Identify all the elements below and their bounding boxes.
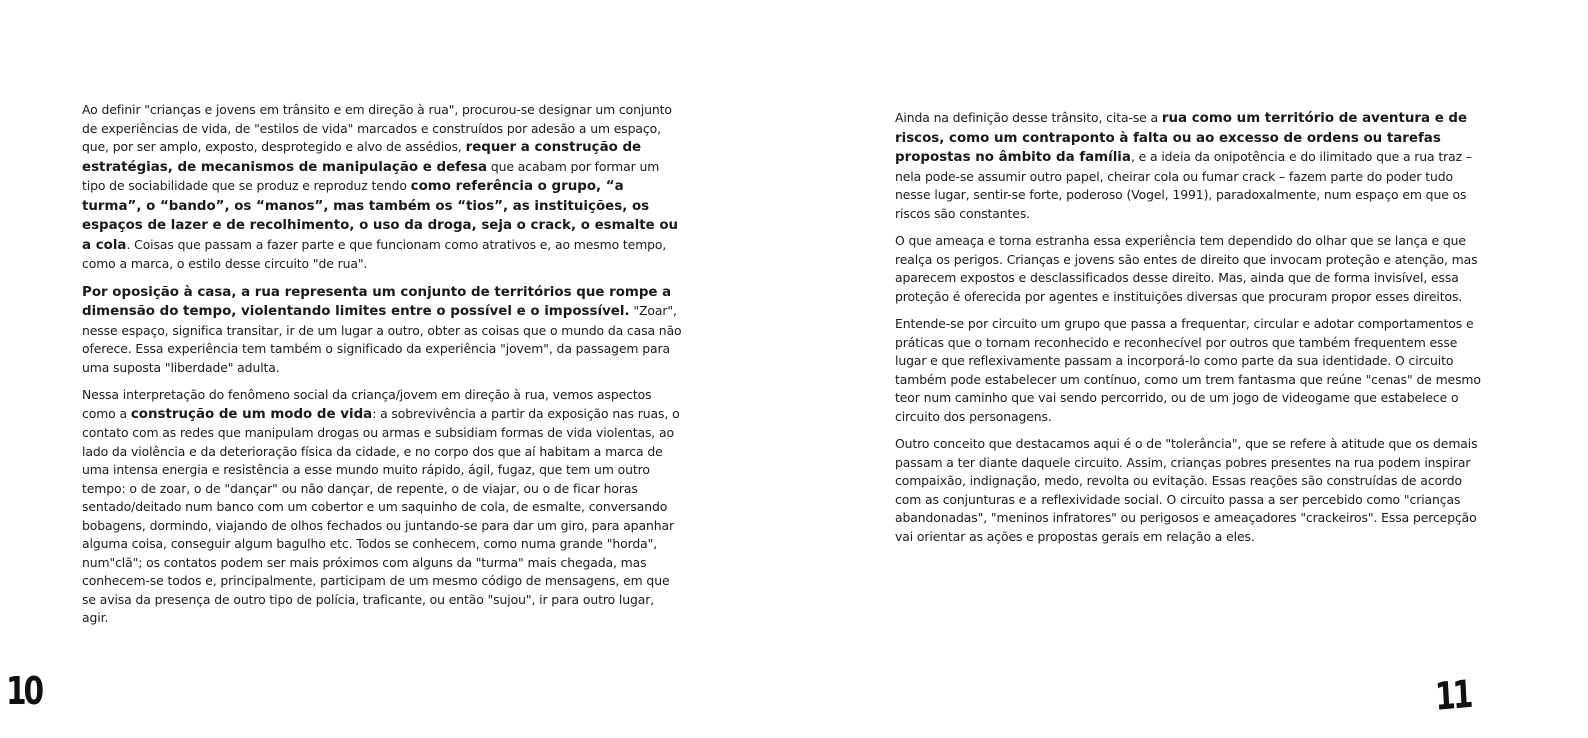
left-text-column [82,101,682,637]
bold-text-run: como referência o grupo, “a turma”, o “bando”, os “manos”, mas também os “tios”, as instituições, os espaços de lazer e de recolhimento, o uso da droga, seja o crack, o esmalte ou a cola [82,179,679,253]
text-run: Entende-se por circuito um grupo que passa a frequentar, circular e adotar comportamentos e práticas que o tornam reconhecido e reconhecível por outros que também frequentem esse lugar e que reflexivamente passam a incorporá-lo como parte da sua identidade. O circuito também pode estabelecer um contínuo, como um trem fantasma que reúne "cenas" de mesmo teor num caminho que vai sendo percorrido, ou de um jogo de videogame que estabelece o circuito dos personagens. [895,316,1481,424]
left-paragraph-2 [82,283,682,378]
text-run: . Coisas que passam a fazer parte e que funcionam como atrativos e, ao mesmo tempo, como a marca, o estilo desse circuito "de rua". [82,236,667,271]
right-paragraph-3 [895,315,1491,426]
text-run: Ainda na definição desse trânsito, cita-se a [895,110,1162,125]
text-run: , e a ideia da onipotência e do ilimitado que a rua traz – nela pode-se assumir outro papel, cheirar cola ou fumar crack – fazem parte do poder tudo nesse lugar, sentir-se forte, poderoso (Vogel, 1991), paradoxalmente, num espaço em que os riscos são constantes. [895,149,1472,221]
text-run: Nessa interpretação do fenômeno social da criança/jovem em direção à rua, vemos aspectos como a [82,387,652,421]
text-run: : a sobrevivência a partir da exposição nas ruas, o contato com as redes que manipulam drogas ou armas e subsidiam formas de vida violentas, ao lado da violência e da deterioração física da cidade, e no corpo dos que aí habitam a marca de uma intensa energia e resistência a esse mundo muito rápido, ágil, fugaz, que tem um outro tempo: o de zoar, o de "dançar" ou não dançar, de repente, o de viajar, ou o de ficar horas sentado/deitado num banco com um cobertor e um saquinho de cola, de esmalte, conversando bobagens, dormindo, viajando de olhos fechados ou juntando-se para dar um giro, para apanhar alguma coisa, conseguir algum bagulho etc. Todos se conhecem, como numa grande "horda", num"clã"; os contatos podem ser mais próximos com alguns da "turma" mais chegada, mas conhecem-se todos e, principalmente, participam de um mesmo código de mensagens, em que se avisa da presença de outro tipo de polícia, traficante, ou então "sujou", ir para outro lugar, agir. [82,405,680,625]
right-page [794,0,1588,738]
right-paragraph-2 [895,232,1491,306]
text-run: Ao definir "crianças e jovens em trânsito e em direção à rua", procurou-se designar um conjunto de experiências de vida, de "estilos de vida" marcados e construídos por adesão a um espaço, que, por ser amplo, exposto, desprotegido e alvo de assédios, [82,102,672,154]
left-paragraph-3 [82,386,682,628]
page-number-right: 11 [1433,671,1472,719]
right-paragraph-4 [895,435,1491,546]
bold-text-run: construção de um modo de vida [130,406,373,422]
text-run: que acabam por formar um tipo de sociabilidade que se produz e reproduz tendo [82,158,660,193]
bold-text-run: Por oposição à casa, a rua representa um conjunto de territórios que rompe a dimensão do tempo, violentando limites entre o possível e o impossível. [82,284,672,319]
page-number-left: 10 [6,669,42,713]
bold-text-run: requer a construção de estratégias, de mecanismos de manipulação e defesa [82,140,642,175]
left-paragraph-1 [82,101,682,274]
bold-text-run: rua como um território de aventura e de riscos, como um contraponto à falta ou ao excesso de ordens ou tarefas propostas no âmbito da família [895,111,1468,165]
right-text-column [895,109,1491,555]
right-paragraph-1 [895,109,1491,223]
text-run: "Zoar", nesse espaço, significa transitar, ir de um lugar a outro, obter as coisas que o mundo da casa não oferece. Essa experiência tem também o significado da experiência "jovem", da passagem para uma suposta "liberdade" adulta. [82,303,682,375]
text-run: Outro conceito que destacamos aqui é o de "tolerância", que se refere à atitude que os demais passam a ter diante daquele circuito. Assim, crianças pobres presentes na rua podem inspirar compaixão, indignação, medo, revolta ou evitação. Essas reações são construídas de acordo com as conjunturas e a reflexividade social. O circuito passa a ser percebido como "crianças abandonadas", "meninos infratores" ou perigosos e ameaçadores "crackeiros". Essa percepção vai orientar as ações e propostas gerais em relação a eles. [895,436,1478,544]
text-run: O que ameaça e torna estranha essa experiência tem dependido do olhar que se lança e que realça os perigos. Crianças e jovens são entes de direito que invocam proteção e atenção, mas aparecem expostos e desclassificados desse direito. Mas, ainda que de forma invisível, essa proteção é oferecida por agentes e instituições diversas que procuram propor esses direitos. [895,233,1478,304]
